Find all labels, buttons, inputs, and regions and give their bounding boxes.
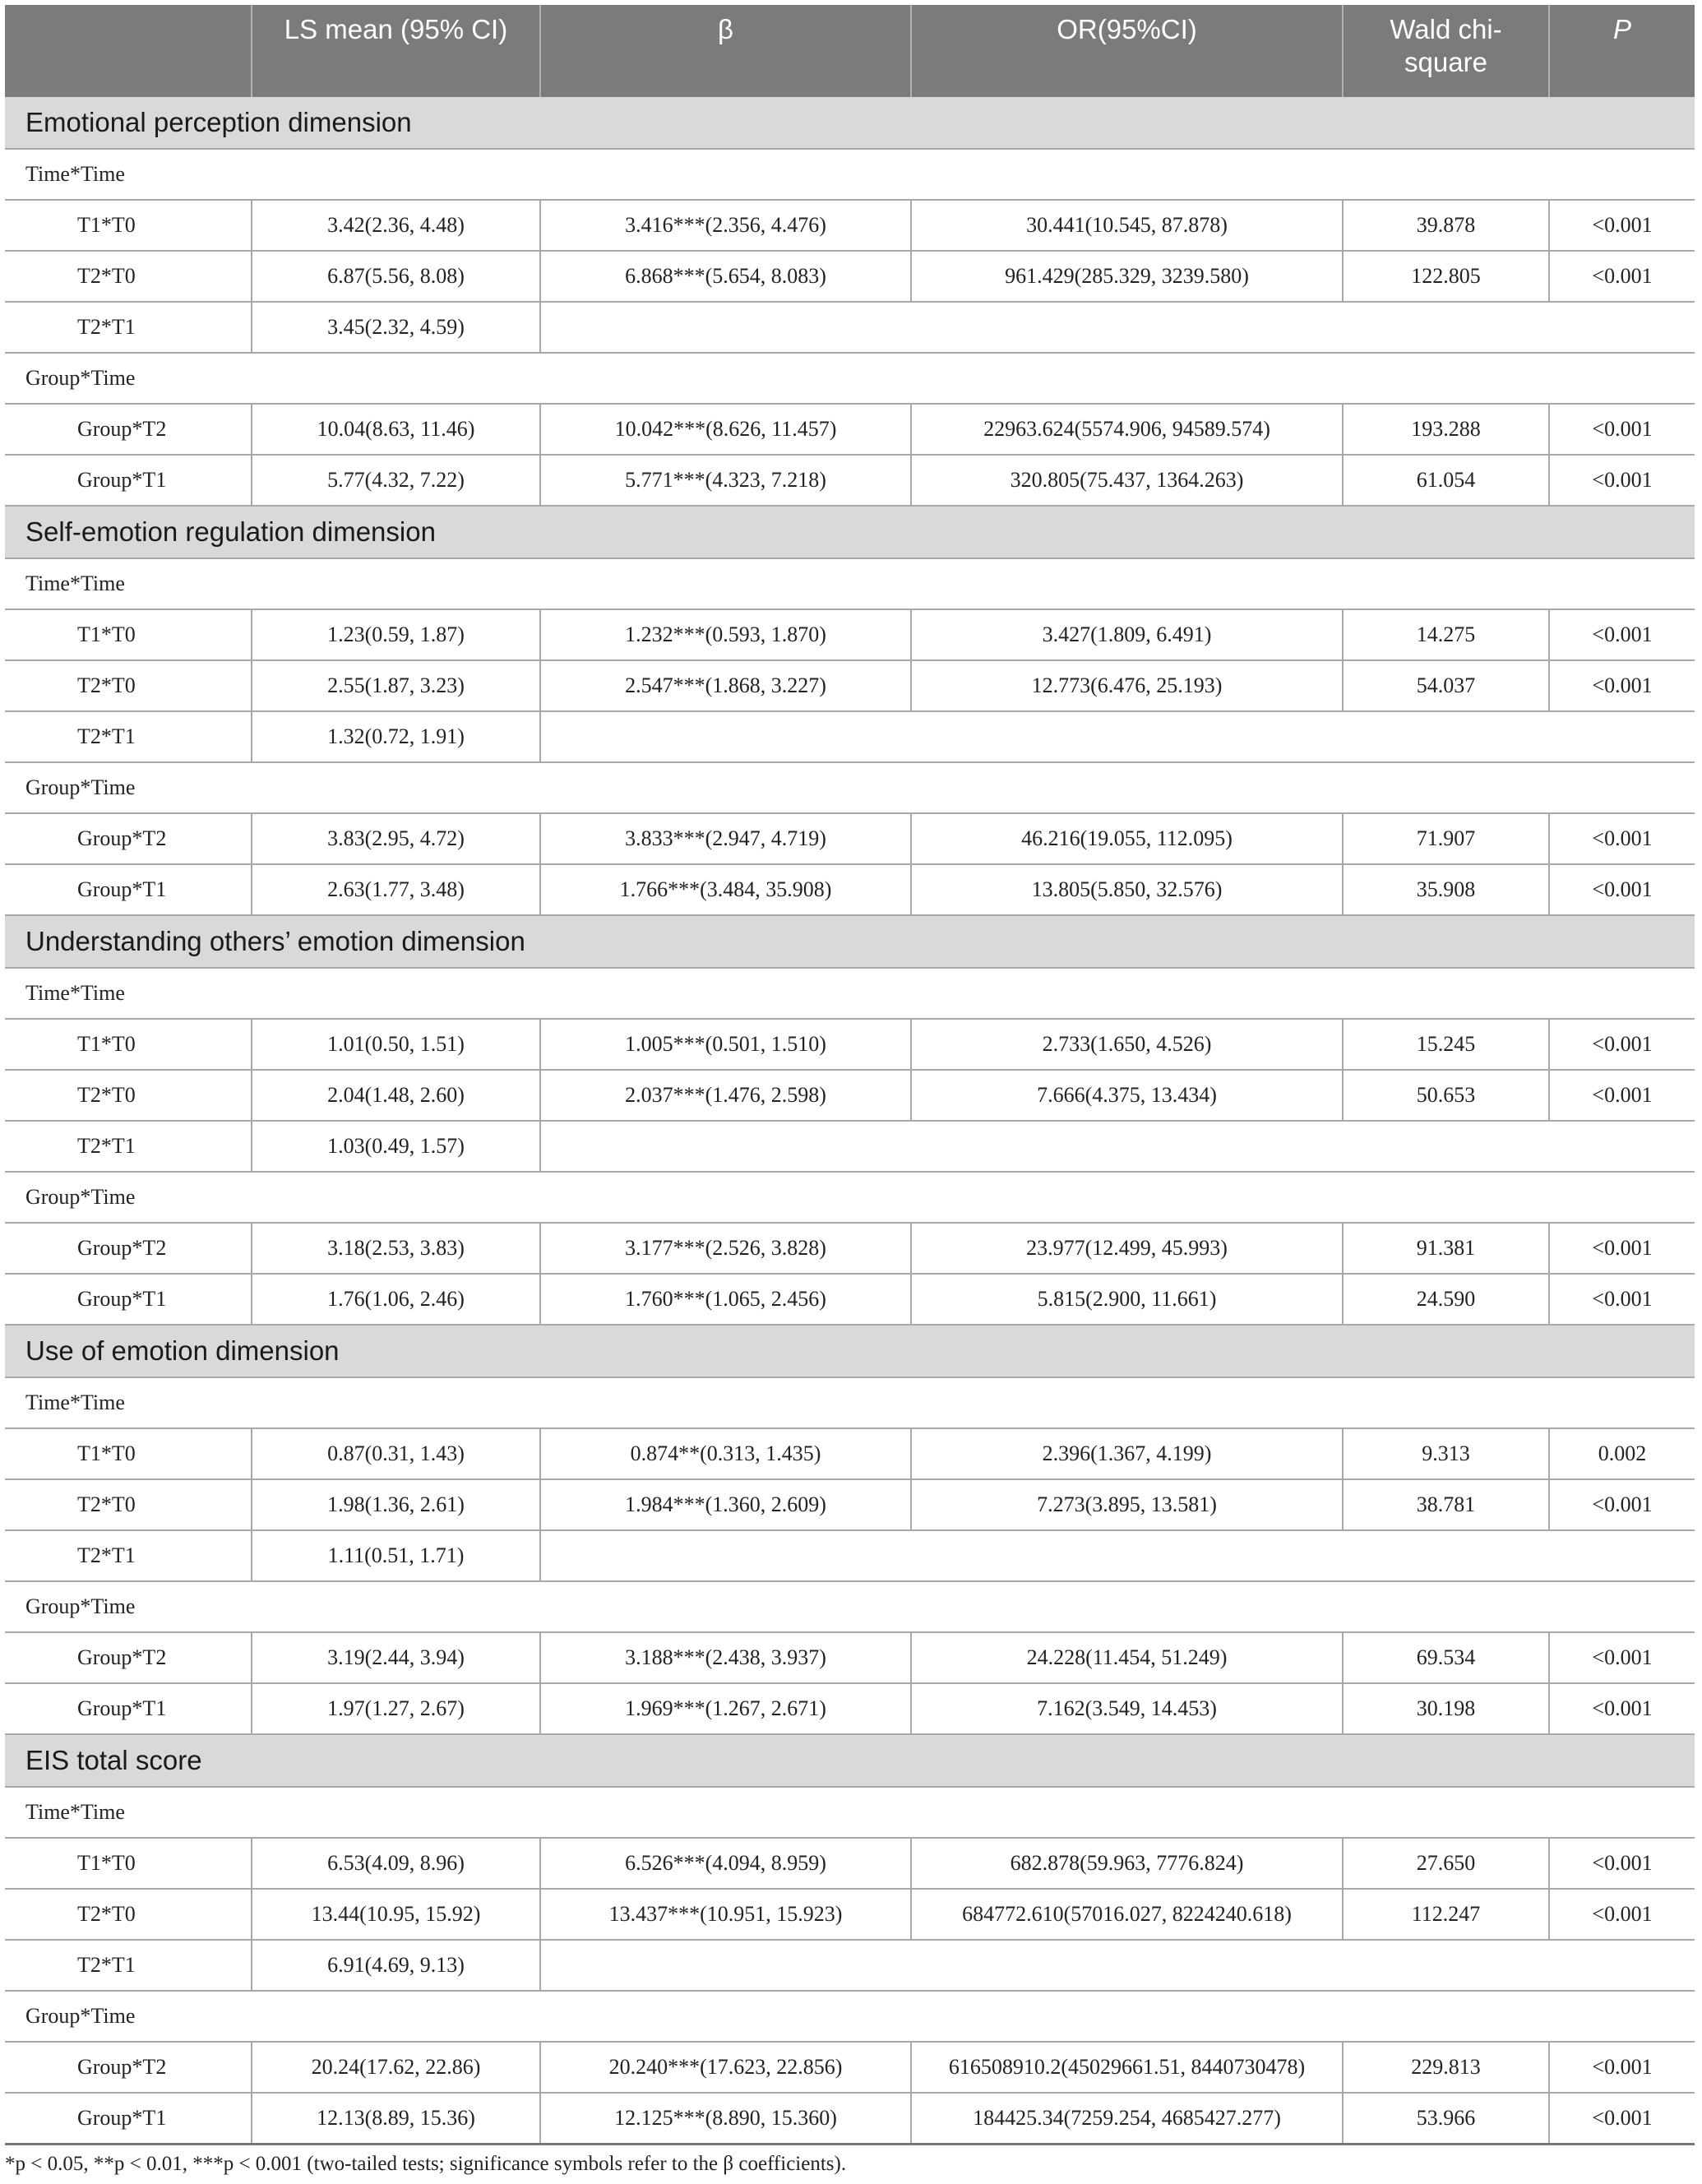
cell-wald: 54.037 — [1343, 660, 1549, 711]
cell-beta: 3.177***(2.526, 3.828) — [540, 1223, 911, 1274]
row-label: T2*T1 — [5, 1121, 252, 1172]
cell-ls-mean: 12.13(8.89, 15.36) — [252, 2093, 540, 2145]
cell-ls-mean: 20.24(17.62, 22.86) — [252, 2042, 540, 2093]
table-body — [5, 97, 1695, 2145]
cell-or: 684772.610(57016.027, 8224240.618) — [911, 1889, 1343, 1940]
cell-beta: 13.437***(10.951, 15.923) — [540, 1889, 911, 1940]
table-footnote: *p < 0.05, **p < 0.01, ***p < 0.001 (two-tailed tests; significance symbols refer to the β coefficients). — [5, 2153, 847, 2175]
row-label: T1*T0 — [5, 609, 252, 660]
cell-wald: 122.805 — [1343, 251, 1549, 302]
header-wald: Wald chi-square — [1343, 5, 1549, 97]
cell-p: <0.001 — [1549, 660, 1695, 711]
cell-p: <0.001 — [1549, 1479, 1695, 1530]
group-header-row — [5, 968, 1695, 1019]
group-header-row — [5, 1377, 1695, 1428]
header-p: P — [1549, 5, 1695, 97]
cell-wald: 35.908 — [1343, 864, 1549, 915]
cell-wald: 193.288 — [1343, 404, 1549, 455]
cell-p: <0.001 — [1549, 1632, 1695, 1683]
cell-beta: 1.232***(0.593, 1.870) — [540, 609, 911, 660]
cell-beta — [540, 302, 1695, 353]
header-ls-mean: LS mean (95% CI) — [252, 5, 540, 97]
cell-or: 46.216(19.055, 112.095) — [911, 813, 1343, 864]
cell-ls-mean: 3.45(2.32, 4.59) — [252, 302, 540, 353]
row-label: T2*T0 — [5, 1070, 252, 1121]
cell-beta: 3.833***(2.947, 4.719) — [540, 813, 911, 864]
cell-beta — [540, 1940, 1695, 1991]
group-header-row — [5, 762, 1695, 813]
cell-p: <0.001 — [1549, 404, 1695, 455]
cell-ls-mean: 3.42(2.36, 4.48) — [252, 200, 540, 251]
section-header-row — [5, 1734, 1695, 1787]
row-label: Group*T1 — [5, 1683, 252, 1734]
cell-or: 2.396(1.367, 4.199) — [911, 1428, 1343, 1479]
cell-ls-mean: 1.97(1.27, 2.67) — [252, 1683, 540, 1734]
section-title: Use of emotion dimension — [5, 1325, 1695, 1377]
table-row — [5, 1274, 1695, 1325]
group-header-row — [5, 149, 1695, 200]
cell-beta: 1.984***(1.360, 2.609) — [540, 1479, 911, 1530]
cell-ls-mean: 6.53(4.09, 8.96) — [252, 1838, 540, 1889]
section-title: Emotional perception dimension — [5, 97, 1695, 149]
cell-wald: 61.054 — [1343, 455, 1549, 506]
cell-wald: 69.534 — [1343, 1632, 1549, 1683]
cell-ls-mean: 1.76(1.06, 2.46) — [252, 1274, 540, 1325]
row-label: Group*T2 — [5, 404, 252, 455]
row-label: T2*T1 — [5, 1940, 252, 1991]
section-header-row — [5, 1325, 1695, 1377]
table-row — [5, 302, 1695, 353]
table-row — [5, 711, 1695, 762]
cell-beta — [540, 711, 1695, 762]
row-label: T2*T0 — [5, 1889, 252, 1940]
group-header-row — [5, 1787, 1695, 1838]
group-header-row — [5, 558, 1695, 609]
cell-ls-mean: 0.87(0.31, 1.43) — [252, 1428, 540, 1479]
cell-ls-mean: 3.83(2.95, 4.72) — [252, 813, 540, 864]
table-row — [5, 1019, 1695, 1070]
cell-or: 7.273(3.895, 13.581) — [911, 1479, 1343, 1530]
cell-wald: 24.590 — [1343, 1274, 1549, 1325]
row-label: T2*T0 — [5, 1479, 252, 1530]
cell-beta: 1.760***(1.065, 2.456) — [540, 1274, 911, 1325]
table-row — [5, 1940, 1695, 1991]
cell-ls-mean: 1.32(0.72, 1.91) — [252, 711, 540, 762]
cell-or: 7.162(3.549, 14.453) — [911, 1683, 1343, 1734]
cell-beta: 12.125***(8.890, 15.360) — [540, 2093, 911, 2145]
cell-or: 13.805(5.850, 32.576) — [911, 864, 1343, 915]
cell-wald: 53.966 — [1343, 2093, 1549, 2145]
cell-beta: 6.526***(4.094, 8.959) — [540, 1838, 911, 1889]
cell-beta: 20.240***(17.623, 22.856) — [540, 2042, 911, 2093]
cell-or: 682.878(59.963, 7776.824) — [911, 1838, 1343, 1889]
table-row — [5, 1121, 1695, 1172]
cell-beta: 5.771***(4.323, 7.218) — [540, 455, 911, 506]
table-row — [5, 1683, 1695, 1734]
cell-p: <0.001 — [1549, 1889, 1695, 1940]
header-row — [5, 5, 1695, 97]
cell-ls-mean: 1.23(0.59, 1.87) — [252, 609, 540, 660]
cell-or: 12.773(6.476, 25.193) — [911, 660, 1343, 711]
cell-ls-mean: 6.91(4.69, 9.13) — [252, 1940, 540, 1991]
cell-or: 616508910.2(45029661.51, 8440730478) — [911, 2042, 1343, 2093]
row-label: Group*T2 — [5, 813, 252, 864]
cell-p: <0.001 — [1549, 2093, 1695, 2145]
cell-or: 184425.34(7259.254, 4685427.277) — [911, 2093, 1343, 2145]
cell-ls-mean: 1.11(0.51, 1.71) — [252, 1530, 540, 1581]
cell-p: <0.001 — [1549, 455, 1695, 506]
cell-p: <0.001 — [1549, 1838, 1695, 1889]
table-row — [5, 1428, 1695, 1479]
cell-wald: 9.313 — [1343, 1428, 1549, 1479]
row-label: T2*T1 — [5, 302, 252, 353]
cell-beta: 2.547***(1.868, 3.227) — [540, 660, 911, 711]
cell-p: <0.001 — [1549, 2042, 1695, 2093]
header-beta: β — [540, 5, 911, 97]
group-header-row — [5, 1172, 1695, 1223]
cell-p: <0.001 — [1549, 609, 1695, 660]
cell-wald: 112.247 — [1343, 1889, 1549, 1940]
group-label: Group*Time — [5, 762, 1695, 813]
group-label: Time*Time — [5, 149, 1695, 200]
row-label: Group*T2 — [5, 2042, 252, 2093]
cell-ls-mean: 2.04(1.48, 2.60) — [252, 1070, 540, 1121]
row-label: T1*T0 — [5, 200, 252, 251]
table-row — [5, 404, 1695, 455]
row-label: T1*T0 — [5, 1019, 252, 1070]
cell-ls-mean: 3.19(2.44, 3.94) — [252, 1632, 540, 1683]
row-label: Group*T1 — [5, 455, 252, 506]
table-row — [5, 609, 1695, 660]
group-label: Time*Time — [5, 968, 1695, 1019]
table-row — [5, 813, 1695, 864]
group-label: Time*Time — [5, 1787, 1695, 1838]
row-label: T2*T1 — [5, 1530, 252, 1581]
cell-beta: 3.188***(2.438, 3.937) — [540, 1632, 911, 1683]
table-row — [5, 1530, 1695, 1581]
table-row — [5, 1838, 1695, 1889]
group-header-row — [5, 1991, 1695, 2042]
cell-beta: 1.005***(0.501, 1.510) — [540, 1019, 911, 1070]
row-label: Group*T1 — [5, 864, 252, 915]
cell-beta: 1.766***(3.484, 35.908) — [540, 864, 911, 915]
table-row — [5, 2042, 1695, 2093]
cell-p: <0.001 — [1549, 864, 1695, 915]
group-label: Time*Time — [5, 1377, 1695, 1428]
cell-or: 30.441(10.545, 87.878) — [911, 200, 1343, 251]
header-or: OR(95%CI) — [911, 5, 1343, 97]
group-label: Time*Time — [5, 558, 1695, 609]
group-label: Group*Time — [5, 1991, 1695, 2042]
header-blank — [5, 5, 252, 97]
row-label: T1*T0 — [5, 1428, 252, 1479]
cell-p: 0.002 — [1549, 1428, 1695, 1479]
cell-ls-mean: 1.03(0.49, 1.57) — [252, 1121, 540, 1172]
table-row — [5, 455, 1695, 506]
cell-or: 23.977(12.499, 45.993) — [911, 1223, 1343, 1274]
cell-or: 3.427(1.809, 6.491) — [911, 609, 1343, 660]
table-row — [5, 1889, 1695, 1940]
cell-p: <0.001 — [1549, 200, 1695, 251]
cell-p: <0.001 — [1549, 1070, 1695, 1121]
cell-p: <0.001 — [1549, 1274, 1695, 1325]
cell-or: 5.815(2.900, 11.661) — [911, 1274, 1343, 1325]
cell-wald: 91.381 — [1343, 1223, 1549, 1274]
cell-wald: 39.878 — [1343, 200, 1549, 251]
section-title: Self-emotion regulation dimension — [5, 506, 1695, 558]
cell-ls-mean: 2.63(1.77, 3.48) — [252, 864, 540, 915]
row-label: Group*T2 — [5, 1632, 252, 1683]
section-title: EIS total score — [5, 1734, 1695, 1787]
cell-p: <0.001 — [1549, 1223, 1695, 1274]
section-title: Understanding others’ emotion dimension — [5, 915, 1695, 968]
table-row — [5, 1070, 1695, 1121]
group-header-row — [5, 353, 1695, 404]
cell-or: 961.429(285.329, 3239.580) — [911, 251, 1343, 302]
row-label: T2*T0 — [5, 251, 252, 302]
section-header-row — [5, 506, 1695, 558]
cell-or: 320.805(75.437, 1364.263) — [911, 455, 1343, 506]
cell-wald: 50.653 — [1343, 1070, 1549, 1121]
table-row — [5, 1479, 1695, 1530]
cell-wald: 38.781 — [1343, 1479, 1549, 1530]
table-row — [5, 2093, 1695, 2145]
cell-beta: 2.037***(1.476, 2.598) — [540, 1070, 911, 1121]
results-table-container — [5, 5, 1695, 2145]
cell-wald: 14.275 — [1343, 609, 1549, 660]
section-header-row — [5, 915, 1695, 968]
cell-or: 22963.624(5574.906, 94589.574) — [911, 404, 1343, 455]
cell-beta: 1.969***(1.267, 2.671) — [540, 1683, 911, 1734]
group-label: Group*Time — [5, 1581, 1695, 1632]
table-row — [5, 864, 1695, 915]
cell-ls-mean: 6.87(5.56, 8.08) — [252, 251, 540, 302]
table-row — [5, 1223, 1695, 1274]
row-label: T2*T0 — [5, 660, 252, 711]
cell-beta: 0.874**(0.313, 1.435) — [540, 1428, 911, 1479]
group-label: Group*Time — [5, 353, 1695, 404]
cell-beta: 10.042***(8.626, 11.457) — [540, 404, 911, 455]
row-label: T1*T0 — [5, 1838, 252, 1889]
cell-p: <0.001 — [1549, 813, 1695, 864]
cell-wald: 71.907 — [1343, 813, 1549, 864]
cell-p: <0.001 — [1549, 1019, 1695, 1070]
cell-wald: 15.245 — [1343, 1019, 1549, 1070]
table-row — [5, 251, 1695, 302]
cell-wald: 30.198 — [1343, 1683, 1549, 1734]
cell-or: 2.733(1.650, 4.526) — [911, 1019, 1343, 1070]
section-header-row — [5, 97, 1695, 149]
cell-ls-mean: 10.04(8.63, 11.46) — [252, 404, 540, 455]
results-table — [5, 5, 1695, 2145]
row-label: Group*T1 — [5, 1274, 252, 1325]
cell-or: 24.228(11.454, 51.249) — [911, 1632, 1343, 1683]
cell-wald: 27.650 — [1343, 1838, 1549, 1889]
cell-beta — [540, 1530, 1695, 1581]
row-label: Group*T1 — [5, 2093, 252, 2145]
cell-or: 7.666(4.375, 13.434) — [911, 1070, 1343, 1121]
cell-beta — [540, 1121, 1695, 1172]
table-row — [5, 660, 1695, 711]
table-header — [5, 5, 1695, 97]
cell-ls-mean: 1.01(0.50, 1.51) — [252, 1019, 540, 1070]
row-label: T2*T1 — [5, 711, 252, 762]
row-label: Group*T2 — [5, 1223, 252, 1274]
cell-beta: 6.868***(5.654, 8.083) — [540, 251, 911, 302]
cell-wald: 229.813 — [1343, 2042, 1549, 2093]
cell-beta: 3.416***(2.356, 4.476) — [540, 200, 911, 251]
cell-p: <0.001 — [1549, 1683, 1695, 1734]
cell-ls-mean: 5.77(4.32, 7.22) — [252, 455, 540, 506]
cell-ls-mean: 13.44(10.95, 15.92) — [252, 1889, 540, 1940]
cell-ls-mean: 3.18(2.53, 3.83) — [252, 1223, 540, 1274]
cell-ls-mean: 2.55(1.87, 3.23) — [252, 660, 540, 711]
cell-p: <0.001 — [1549, 251, 1695, 302]
cell-ls-mean: 1.98(1.36, 2.61) — [252, 1479, 540, 1530]
group-label: Group*Time — [5, 1172, 1695, 1223]
group-header-row — [5, 1581, 1695, 1632]
table-row — [5, 200, 1695, 251]
table-row — [5, 1632, 1695, 1683]
